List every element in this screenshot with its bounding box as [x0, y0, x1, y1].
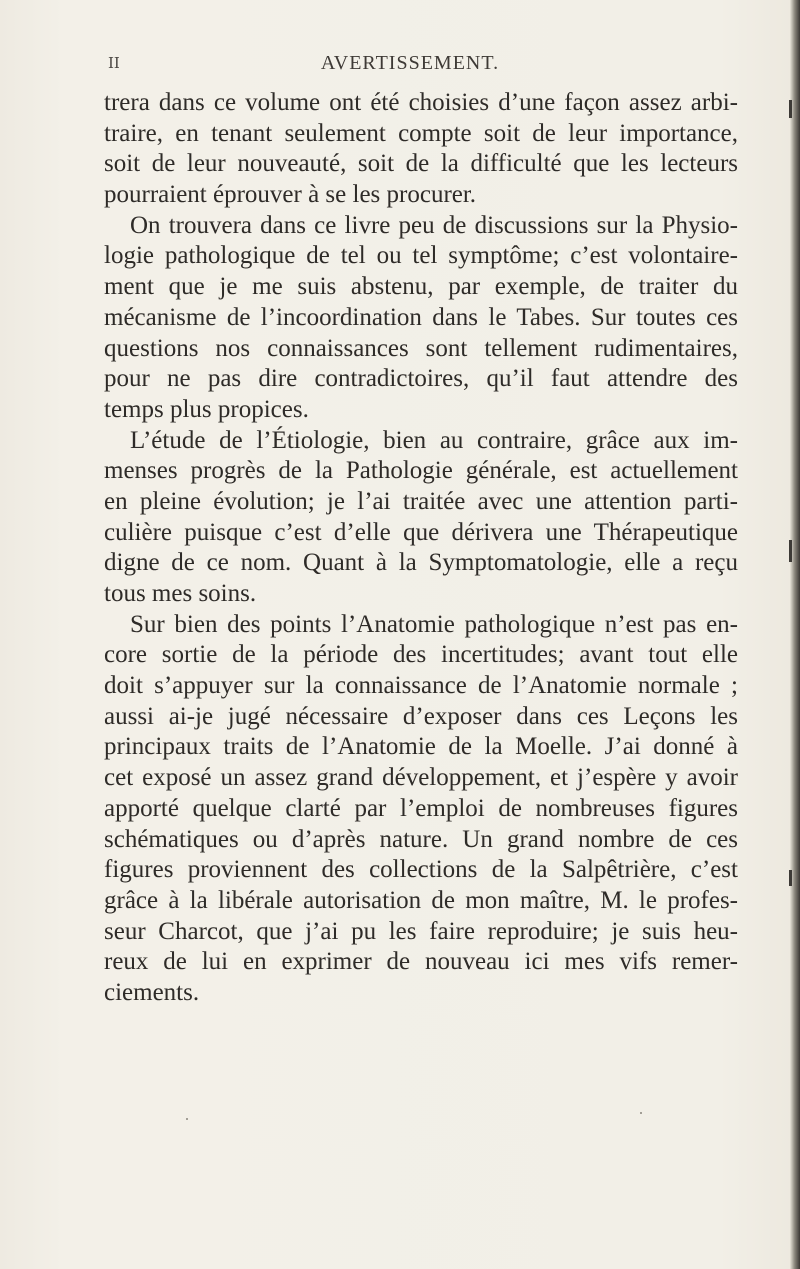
text-line: grâce à la libérale autorisation de mon maître, M. le profes-: [104, 886, 738, 914]
text-line: pour ne pas dire contradictoires, qu’il faut attendre des: [104, 365, 738, 393]
text-line: ciements.: [104, 978, 200, 1006]
text-line: trera dans ce volume ont été choisies d’une façon assez arbi-: [104, 89, 738, 116]
paper-speck: [186, 1118, 188, 1120]
text-line: figures proviennent des collections de la Salpêtrière, c’est: [104, 856, 738, 884]
text-line: On trouvera dans ce livre peu de discussions sur la Physio-: [130, 211, 738, 239]
text-line: pourraient éprouver à se les procurer.: [104, 181, 477, 209]
text-line: logie pathologique de tel ou tel symptôme; c’est volontaire-: [104, 242, 738, 270]
text-line: L’étude de l’Étiologie, bien au contraire, grâce aux im-: [130, 426, 738, 454]
text-line: digne de ce nom. Quant à la Symptomatologie, elle a reçu: [104, 549, 738, 577]
text-line: seur Charcot, que j’ai pu les faire reproduire; je suis heu-: [104, 917, 738, 945]
body-text: [104, 88, 738, 1009]
text-line: soit de leur nouveauté, soit de la difficulté que les lecteurs: [104, 150, 738, 178]
text-line: Sur bien des points l’Anatomie pathologique n’est pas en-: [130, 610, 738, 638]
text-line: principaux traits de l’Anatomie de la Moelle. J’ai donné à: [104, 733, 738, 761]
page-number: II: [108, 54, 120, 72]
text-line: reux de lui en exprimer de nouveau ici mes vifs remer-: [104, 948, 738, 976]
text-line: ment que je me suis abstenu, par exemple, de traiter du: [104, 273, 738, 301]
text-line: mécanisme de l’incoordination dans le Tabes. Sur toutes ces: [104, 303, 738, 331]
edge-mark: [789, 540, 792, 562]
edge-mark: [789, 870, 792, 886]
text-line: en pleine évolution; je l’ai traitée avec une attention parti-: [104, 487, 738, 515]
text-line: core sortie de la période des incertitudes; avant tout elle: [104, 641, 738, 669]
page-header: [100, 52, 720, 78]
text-line: culière puisque c’est d’elle que dérivera une Thérapeutique: [104, 518, 738, 546]
text-line: doit s’appuyer sur la connaissance de l’Anatomie normale ;: [104, 672, 738, 700]
text-line: cet exposé un assez grand développement, et j’espère y avoir: [104, 764, 738, 792]
text-line: aussi ai-je jugé nécessaire d’exposer dans ces Leçons les: [104, 702, 738, 730]
text-line: questions nos connaissances sont tellement rudimentaires,: [104, 334, 738, 362]
paper-speck: [640, 1112, 642, 1114]
edge-mark: [789, 100, 792, 118]
page-edge-shadow: [790, 0, 800, 1269]
text-line: schématiques ou d’après nature. Un grand nombre de ces: [104, 825, 738, 853]
running-title: AVERTISSEMENT.: [320, 52, 500, 74]
text-line: tous mes soins.: [104, 580, 257, 607]
text-line: traire, en tenant seulement compte soit de leur importance,: [104, 119, 738, 147]
text-line: menses progrès de la Pathologie générale, est actuellement: [104, 457, 738, 485]
text-line: apporté quelque clarté par l’emploi de nombreuses figures: [104, 794, 738, 822]
text-line: temps plus propices.: [104, 395, 309, 423]
